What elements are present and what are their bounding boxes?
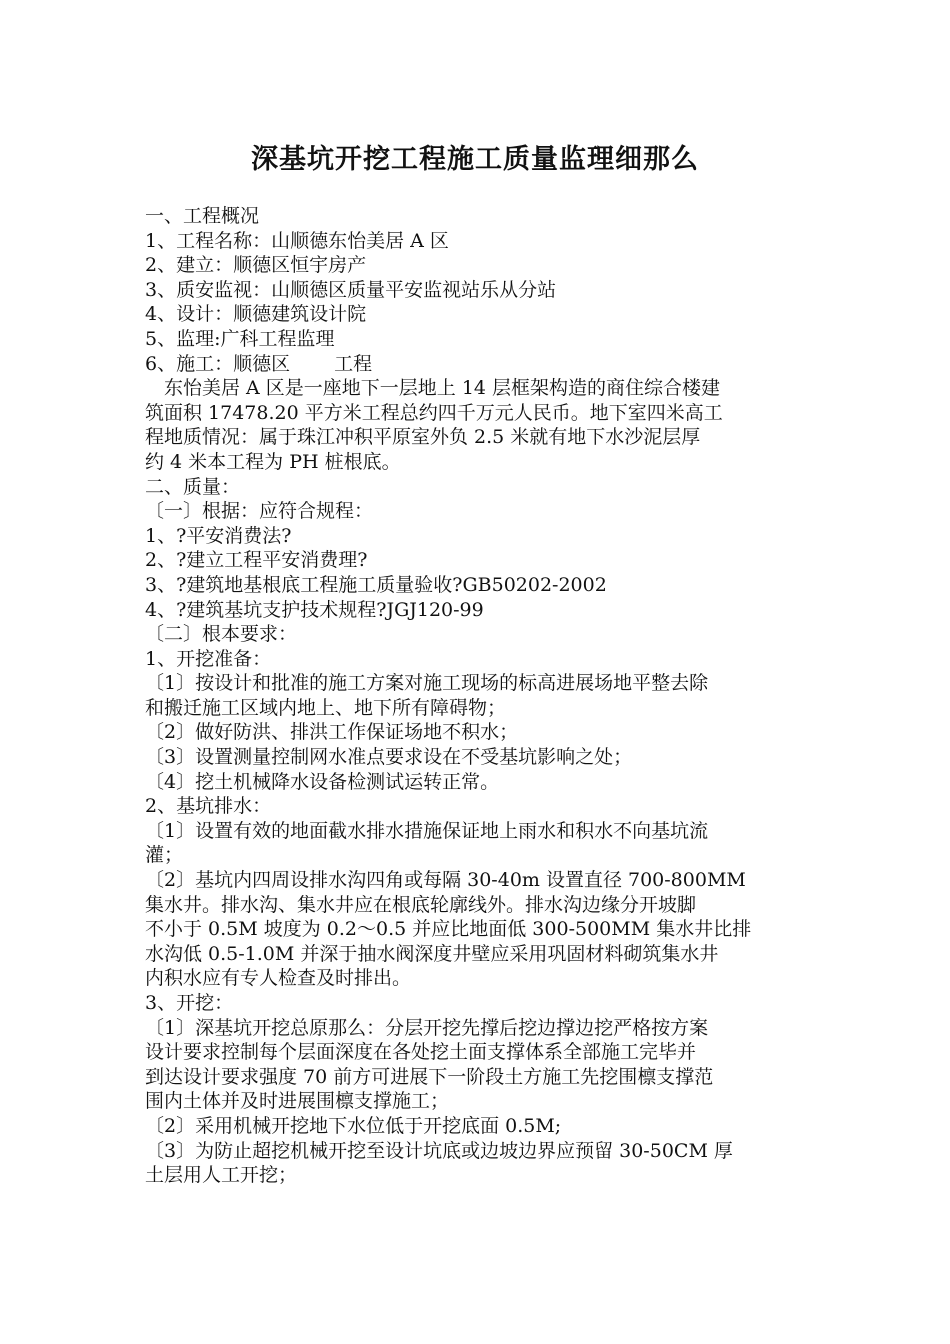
text-line: 〔一〕根据：应符合规程： — [145, 500, 374, 523]
text-line: 2、?建立工程平安消费理? — [145, 549, 368, 572]
text-line: 东怡美居 A 区是一座地下一层地上 14 层框架构造的商住综合楼建 — [145, 377, 721, 400]
text-line: 〔2〕做好防洪、排洪工作保证场地不积水； — [145, 721, 519, 744]
text-line: 筑面积 17478.20 平方米工程总约四千万元人民币。地下室四米高工 — [145, 401, 723, 424]
text-line: 〔3〕设置测量控制网水准点要求设在不受基坑影响之处； — [145, 746, 633, 769]
text-line: 灌； — [145, 844, 184, 867]
text-line: 1、?平安消费法? — [145, 524, 292, 547]
text-line: 〔1〕深基坑开挖总原那么：分层开挖先撑后挖边撑边挖严格按方案 — [145, 1016, 709, 1039]
text-line: 程地质情况：属于珠江冲积平原室外负 2.5 米就有地下水沙泥层厚 — [145, 426, 701, 449]
text-line: 2、建立：顺德区恒宇房产 — [145, 254, 367, 277]
text-line: 3、质安监视：山顺德区质量平安监视站乐从分站 — [145, 278, 557, 301]
text-line: 〔2〕基坑内四周设排水沟四角或每隔 30-40m 设置直径 700-800MM — [145, 869, 746, 892]
text-line: 一、工程概况 — [145, 205, 260, 227]
text-line: 4、设计：顺德建筑设计院 — [145, 303, 367, 326]
text-line: 〔二〕根本要求： — [145, 623, 298, 646]
text-line: 2、基坑排水： — [145, 795, 272, 818]
text-line: 〔2〕采用机械开挖地下水位低于开挖底面 0.5M; — [145, 1114, 562, 1137]
document-title: 深基坑开挖工程施工质量监理细那么 — [251, 144, 699, 175]
text-line: 〔3〕为防止超挖机械开挖至设计坑底或边坡边界应预留 30-50CM 厚 — [145, 1139, 733, 1162]
text-line: 〔1〕按设计和批准的施工方案对施工现场的标高进展场地平整去除 — [145, 672, 709, 695]
text-line: 设计要求控制每个层面深度在各处挖土面支撑体系全部施工完毕并 — [145, 1041, 697, 1064]
text-line: 3、?建筑地基根底工程施工质量验收?GB50202-2002 — [145, 573, 607, 596]
text-line: 6、施工：顺德区 工程 — [145, 352, 373, 375]
text-line: 5、监理:广科工程监理 — [145, 327, 335, 350]
document-body — [145, 204, 813, 1188]
text-line: 二、质量： — [145, 475, 241, 498]
text-line: 水沟低 0.5-1.0M 并深于抽水阀深度井壁应采用巩固材料砌筑集水井 — [145, 942, 719, 965]
text-line: 围内土体并及时进展围檩支撑施工； — [145, 1090, 450, 1113]
text-line: 4、?建筑基坑支护技术规程?JGJ120-99 — [145, 598, 484, 621]
text-line: 〔1〕设置有效的地面截水排水措施保证地上雨水和积水不向基坑流 — [145, 819, 709, 842]
text-line: 〔4〕挖土机械降水设备检测试运转正常。 — [145, 770, 500, 793]
text-line: 1、开挖准备： — [145, 647, 272, 670]
text-line: 内积水应有专人检查及时排出。 — [145, 967, 412, 990]
text-line: 不小于 0.5M 坡度为 0.2～0.5 并应比地面低 300-500MM 集水井比排 — [145, 918, 752, 941]
text-line: 到达设计要求强度 70 前方可进展下一阶段土方施工先挖围檩支撑范 — [145, 1065, 714, 1088]
text-line: 集水井。排水沟、集水井应在根底轮廓线外。排水沟边缘分开坡脚 — [145, 893, 697, 916]
text-line: 1、工程名称：山顺德东怡美居 A 区 — [145, 229, 449, 252]
text-line: 和搬迁施工区域内地上、地下所有障碍物； — [145, 696, 507, 719]
text-line: 3、开挖： — [145, 992, 234, 1014]
text-line: 土层用人工开挖； — [145, 1164, 298, 1187]
text-line: 约 4 米本工程为 PH 桩根底。 — [145, 450, 401, 473]
